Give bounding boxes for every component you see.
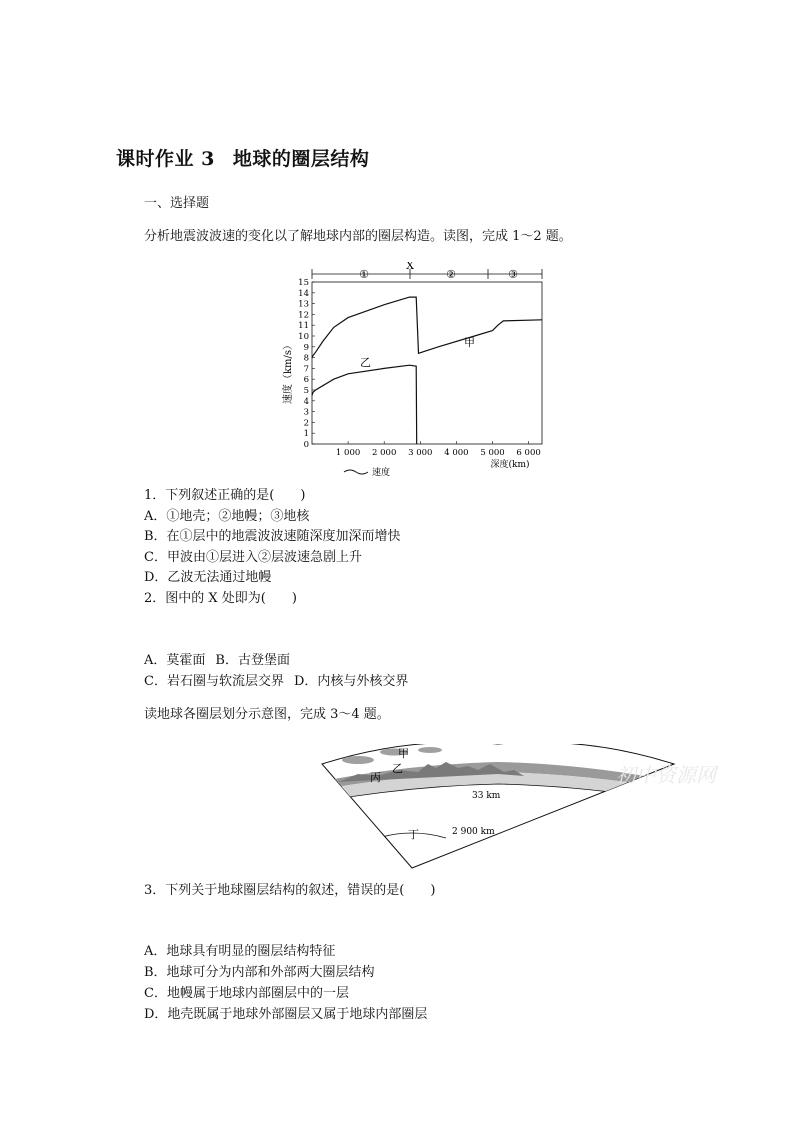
q2-options-row-1 [144,651,290,671]
layer-label-2: ② [446,268,456,281]
page-title [116,144,369,171]
label-bing: 丙 [370,771,381,784]
q2-option-b: B．古登堡面 [215,653,290,668]
title-sub: 地球的圈层结构 [232,148,370,170]
q1-option-b: B．在①层中的地震波波速随深度加深而增快 [144,529,401,544]
q3-option-c: C．地幔属于地球内部圈层中的一层 [144,986,349,1001]
layer-label-1: ① [359,268,369,281]
x-tick-label: 1 000 [335,448,361,458]
section-heading: 一、选择题 [144,196,210,211]
earth-layers-diagram [318,744,764,870]
wave-jia-curve [312,297,542,358]
y-tick-label: 10 [298,332,309,342]
layer-label-3: ③ [508,268,518,281]
seismic-wave-chart [276,262,546,480]
legend-label: 速度 [372,468,391,478]
x-ticks [336,441,541,458]
title-main: 课时作业 3 [116,148,215,170]
y-tick-label: 12 [298,310,309,321]
q2-option-a: A．莫霍面 [144,653,206,668]
y-tick-label: 15 [298,278,309,288]
plot-frame [312,282,542,444]
y-tick-label: 0 [303,440,309,450]
q3-option-b: B．地球可分为内部和外部两大圈层结构 [144,965,375,980]
label-ding: 丁 [408,828,419,841]
y-tick-label: 3 [303,407,309,418]
x-tick-label: 3 000 [408,448,433,458]
watermark: 初中资源网 [616,763,716,787]
y-tick-label: 14 [298,288,309,299]
legend-line [344,470,368,474]
q1-option-a: A．①地壳；②地幔；③地核 [144,509,310,524]
y-tick-label: 9 [303,342,309,353]
wave-yi-curve [312,365,417,444]
x-tick-label: 4 000 [444,448,469,458]
q3-option-d: D．地壳既属于地球外部圈层又属于地球内部圈层 [144,1007,428,1022]
wave-jia-label: 甲 [464,336,475,349]
layer-label-x: X [406,262,414,272]
x-tick-label: 6 000 [516,448,541,458]
q1-option-c: C．甲波由①层进入②层波速急剧上升 [144,550,362,565]
intro-paragraph-1: 分析地震波波速的变化以了解地球内部的圈层构造。读图，完成 1～2 题。 [144,229,572,244]
depth-33km: 33 km [472,791,501,801]
intro-paragraph-2: 读地球各圈层划分示意图，完成 3～4 题。 [144,707,390,722]
q2-stem: 2．图中的 X 处即为( ) [144,591,297,606]
y-tick-label: 2 [303,418,309,429]
cloud-right [418,747,442,753]
depth-2900km: 2 900 km [452,827,495,837]
q1-option-d: D．乙波无法通过地幔 [144,570,272,585]
y-tick-label: 6 [303,375,309,386]
y-tick-label: 13 [298,299,309,310]
label-yi: 乙 [392,762,403,775]
x-tick-label: 2 000 [372,448,397,458]
y-tick-label: 8 [303,353,309,364]
y-tick-label: 7 [303,364,309,375]
wave-yi-label: 乙 [360,356,371,369]
y-tick-label: 5 [303,386,309,396]
y-tick-label: 1 [303,429,309,440]
q2-options-row-2 [144,672,408,692]
q3-stem: 3．下列关于地球圈层结构的叙述，错误的是( ) [144,883,436,898]
q2-option-d: D．内核与外核交界 [293,674,409,689]
q3-option-a: A．地球具有明显的圈层结构特征 [144,944,336,959]
x-axis-label: 深度(km) [490,460,530,470]
y-tick-label: 4 [303,396,309,407]
cloud-left [342,756,374,764]
y-tick-label: 11 [298,321,309,332]
y-ticks [298,278,315,450]
y-axis-label: 速度（km/s） [283,339,294,405]
q2-option-c: C．岩石圈与软流层交界 [144,674,284,689]
label-jia: 甲 [398,747,409,760]
q1-stem: 1．下列叙述正确的是( ) [144,488,306,503]
x-tick-label: 5 000 [480,448,505,458]
